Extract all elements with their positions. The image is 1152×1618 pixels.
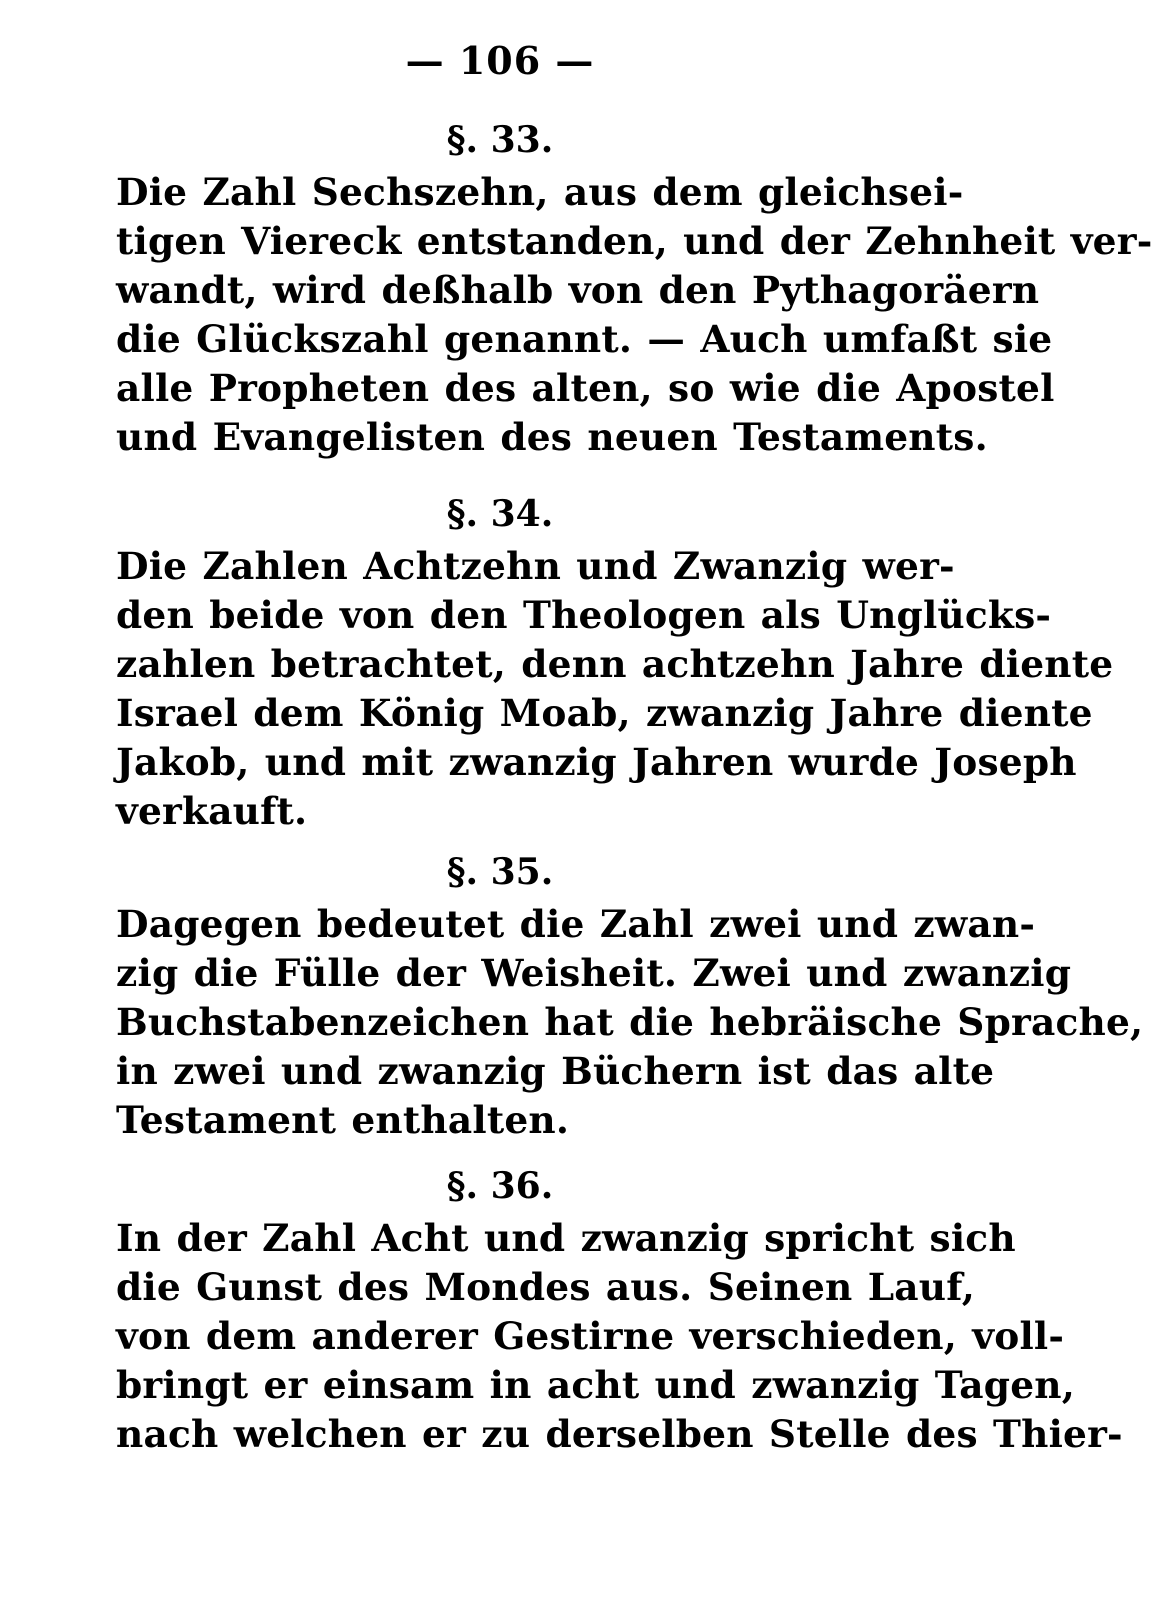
section-paragraph bbox=[116, 168, 1152, 462]
text-line: Die Zahlen Achtzehn und Zwanzig wer- bbox=[116, 544, 955, 588]
section-paragraph bbox=[116, 1214, 1123, 1459]
text-line: In der Zahl Acht und zwanzig spricht sich bbox=[116, 1216, 1016, 1260]
text-line: Testament enthalten. bbox=[116, 1098, 570, 1142]
section-33 bbox=[0, 112, 1152, 462]
text-line: Die Zahl Sechszehn, aus dem gleichsei- bbox=[116, 170, 964, 214]
section-heading: §. 36. bbox=[446, 1165, 554, 1207]
section-36 bbox=[0, 1158, 1123, 1459]
text-line: Jakob, und mit zwanzig Jahren wurde Joseph bbox=[116, 740, 1077, 784]
text-line: von dem anderer Gestirne verschieden, voll- bbox=[116, 1314, 1065, 1358]
section-heading: §. 34. bbox=[446, 493, 554, 535]
section-35 bbox=[0, 844, 1144, 1145]
text-line: Israel dem König Moab, zwanzig Jahre diente bbox=[116, 691, 1093, 735]
text-line: verkauft. bbox=[116, 789, 308, 833]
text-line: den beide von den Theologen als Unglücks- bbox=[116, 593, 1052, 637]
text-line: zahlen betrachtet, denn achtzehn Jahre diente bbox=[116, 642, 1114, 686]
text-line: tigen Viereck entstanden, und der Zehnheit ver- bbox=[116, 219, 1152, 263]
section-34 bbox=[0, 486, 1114, 836]
page-number: — 106 — bbox=[405, 38, 595, 83]
text-line: die Gunst des Mondes aus. Seinen Lauf, bbox=[116, 1265, 976, 1309]
section-heading: §. 33. bbox=[446, 119, 554, 161]
section-heading: §. 35. bbox=[446, 851, 554, 893]
text-line: Buchstabenzeichen hat die hebräische Sprache, bbox=[116, 1000, 1144, 1044]
text-line: und Evangelisten des neuen Testaments. bbox=[116, 415, 988, 459]
text-line: in zwei und zwanzig Büchern ist das alte bbox=[116, 1049, 995, 1093]
text-line: bringt er einsam in acht und zwanzig Tagen, bbox=[116, 1363, 1075, 1407]
text-line: nach welchen er zu derselben Stelle des Thier- bbox=[116, 1412, 1123, 1456]
text-line: alle Propheten des alten, so wie die Apostel bbox=[116, 366, 1055, 410]
text-line: die Glückszahl genannt. — Auch umfaßt sie bbox=[116, 317, 1053, 361]
text-line: zig die Fülle der Weisheit. Zwei und zwanzig bbox=[116, 951, 1072, 995]
section-paragraph bbox=[116, 542, 1114, 836]
section-paragraph bbox=[116, 900, 1144, 1145]
text-line: wandt, wird deßhalb von den Pythagoräern bbox=[116, 268, 1040, 312]
text-line: Dagegen bedeutet die Zahl zwei und zwan- bbox=[116, 902, 1036, 946]
